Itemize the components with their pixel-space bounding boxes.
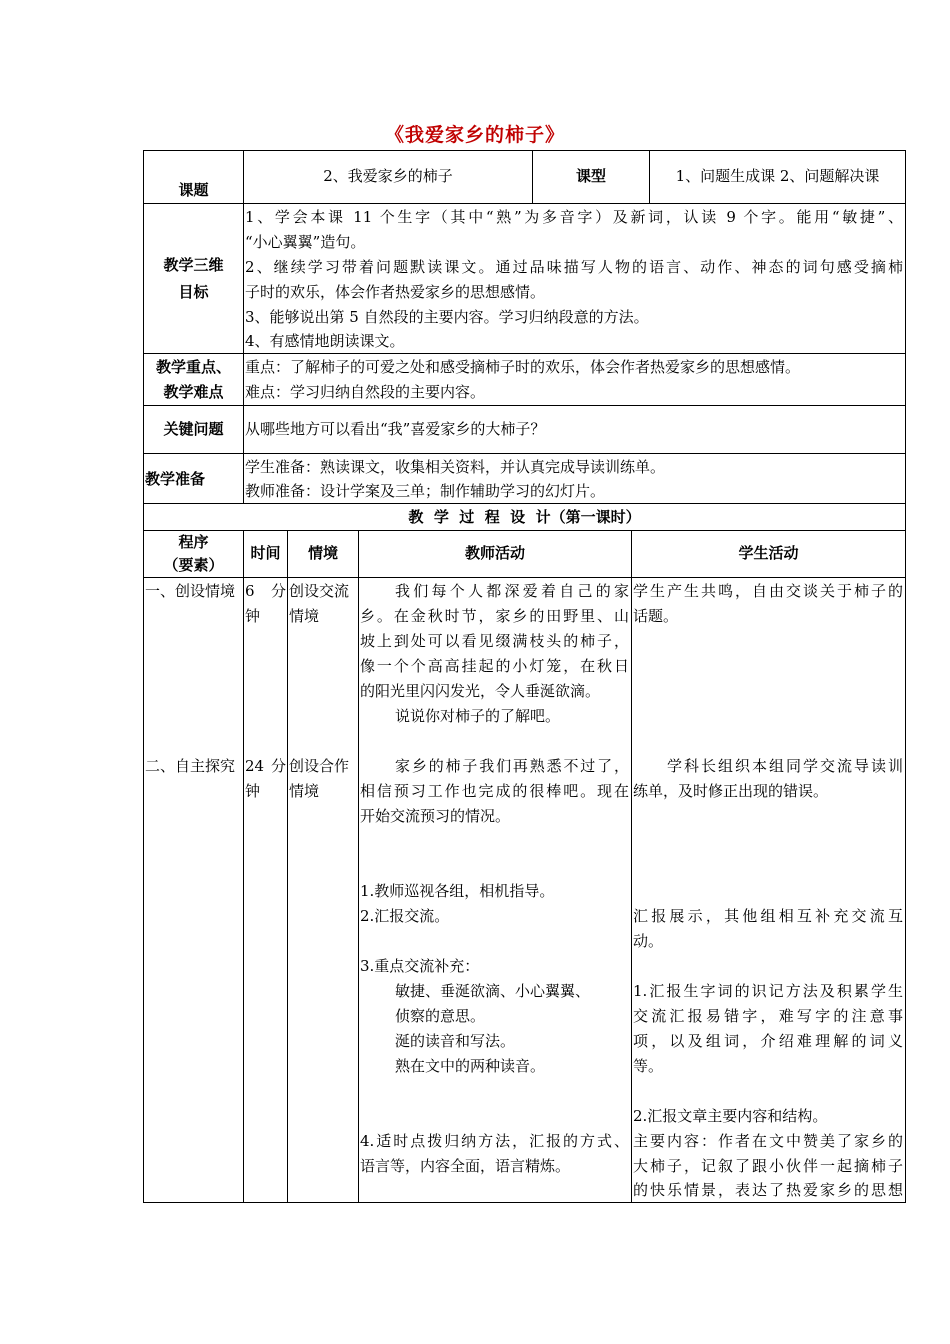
lesson-title: 2、我爱家乡的柿子	[323, 167, 453, 185]
student-activity-line: 2.汇报文章主要内容和结构。	[633, 1107, 828, 1125]
teacher-activity-line: 4.适时点拨归纳方法，汇报的方式、	[360, 1132, 629, 1150]
document-title: 《我爱家乡的柿子》	[384, 124, 565, 146]
difficulty-text: 难点：学习归纳自然段的主要内容。	[245, 383, 486, 401]
scene-text: 情境	[289, 607, 320, 625]
time-unit: 分	[271, 757, 287, 775]
student-activity-line: 的快乐情景，表达了热爱家乡的思想	[633, 1181, 903, 1199]
teacher-activity-line: 说说你对柿子的了解吧。	[395, 707, 561, 725]
student-activity-line: 汇报展示，其他组相互补充交流互	[633, 907, 903, 925]
student-activity-line: 练单，及时修正出现的错误。	[633, 782, 829, 800]
scene-text: 创设合作	[289, 757, 350, 775]
student-activity-line: 话题。	[633, 607, 679, 625]
lesson-type-label: 课型	[575, 167, 606, 185]
teacher-activity-line: 家乡的柿子我们再熟悉不过了，	[395, 757, 629, 775]
teacher-activity-line: 敏捷、垂涎欲滴、小心翼翼、	[395, 982, 591, 1000]
teacher-activity-line: 熟在文中的两种读音。	[395, 1057, 546, 1075]
goal-line: 3、能够说出第 5 自然段的主要内容。学习归纳段意的方法。	[245, 308, 649, 326]
goal-line: “小心翼翼”造句。	[245, 233, 366, 251]
student-activity-line: 主要内容：作者在文中赞美了家乡的	[633, 1132, 903, 1150]
process-section-title: 教 学 过 程 设 计（第一课时）	[408, 508, 641, 526]
time-unit-cont: 钟	[245, 782, 261, 800]
scene-text: 情境	[289, 782, 320, 800]
col-header-scene: 情境	[307, 544, 338, 562]
teacher-activity-line: 涎的读音和写法。	[395, 1032, 516, 1050]
col-header-teacher: 教师活动	[464, 544, 525, 562]
teacher-prep-text: 教师准备：设计学案及三单；制作辅助学习的幻灯片。	[245, 482, 606, 500]
lesson-label: 课题	[178, 181, 209, 199]
teacher-activity-line: 语言等，内容全面，语言精炼。	[360, 1157, 571, 1175]
prep-label: 教学准备	[145, 470, 206, 488]
teacher-activity-line: 开始交流预习的情况。	[360, 807, 511, 825]
teacher-activity-line: 我们每个人都深爱着自己的家	[395, 582, 629, 600]
time-unit: 分	[271, 582, 287, 600]
student-activity-line: 学科长组织本组同学交流导读训	[667, 757, 903, 775]
student-activity-line: 项，以及组词，介绍难理解的词义	[633, 1032, 903, 1050]
lesson-type-value: 1、问题生成课 2、问题解决课	[675, 167, 880, 185]
step-label: 一、创设情境	[145, 582, 236, 600]
student-activity-line: 交流汇报易错字，难写字的注意事	[633, 1007, 903, 1025]
teacher-activity-line: 侦察的意思。	[395, 1007, 486, 1025]
col-header-step: 程序	[178, 533, 209, 551]
student-activity-line: 等。	[633, 1057, 664, 1075]
teacher-activity-line: 1.教师巡视各组，相机指导。	[360, 882, 555, 900]
scene-text: 创设交流	[289, 582, 350, 600]
teacher-activity-line: 的阳光里闪闪发光，令人垂涎欲滴。	[360, 682, 601, 700]
time-value: 24	[245, 757, 265, 775]
student-prep-text: 学生准备：熟读课文，收集相关资料，并认真完成导读训练单。	[245, 458, 666, 476]
col-header-step-sub: （要素）	[163, 556, 224, 574]
teacher-activity-line: 坡上到处可以看见缀满枝头的柿子，	[360, 632, 629, 650]
time-value: 6	[245, 582, 255, 600]
key-question-text: 从哪些地方可以看出“我”喜爱家乡的大柿子？	[245, 420, 546, 438]
teacher-activity-line: 像一个个高高挂起的小灯笼，在秋日	[360, 657, 629, 675]
teacher-activity-line: 相信预习工作也完成的很棒吧。现在	[360, 782, 629, 800]
goal-line: 2、继续学习带着问题默读课文。通过品味描写人物的语言、动作、神态的词句感受摘柿	[245, 258, 903, 276]
col-header-student: 学生活动	[738, 544, 799, 562]
student-activity-line: 1.汇报生字词的识记方法及积累学生	[633, 982, 903, 1000]
student-activity-line: 学生产生共鸣，自由交谈关于柿子的	[633, 582, 903, 600]
focus-label-line2: 教学难点	[163, 383, 224, 401]
goals-label-line1: 教学三维	[163, 256, 224, 274]
teacher-activity-line: 2.汇报交流。	[360, 907, 450, 925]
goal-line: 子时的欢乐，体会作者热爱家乡的思想感情。	[245, 283, 546, 301]
goals-label-line2: 目标	[178, 283, 209, 301]
goal-line: 1、学会本课 11 个生字（其中“熟”为多音字）及新词，认读 9 个字。能用“敏捷”、	[245, 208, 903, 226]
student-activity-line: 动。	[633, 932, 664, 950]
student-activity-line: 大柿子，记叙了跟小伙伴一起摘柿子	[633, 1157, 903, 1175]
teacher-activity-line: 乡。在金秋时节，家乡的田野里、山	[360, 607, 629, 625]
col-header-time: 时间	[250, 544, 281, 562]
step-label: 二、自主探究	[145, 757, 236, 775]
focus-label-line1: 教学重点、	[155, 358, 231, 376]
goal-line: 4、有感情地朗读课文。	[245, 332, 405, 350]
key-point-text: 重点：了解柿子的可爱之处和感受摘柿子时的欢乐，体会作者热爱家乡的思想感情。	[245, 358, 801, 376]
teacher-activity-line: 3.重点交流补充：	[360, 957, 480, 975]
key-question-label: 关键问题	[163, 420, 224, 438]
time-unit-cont: 钟	[245, 607, 261, 625]
